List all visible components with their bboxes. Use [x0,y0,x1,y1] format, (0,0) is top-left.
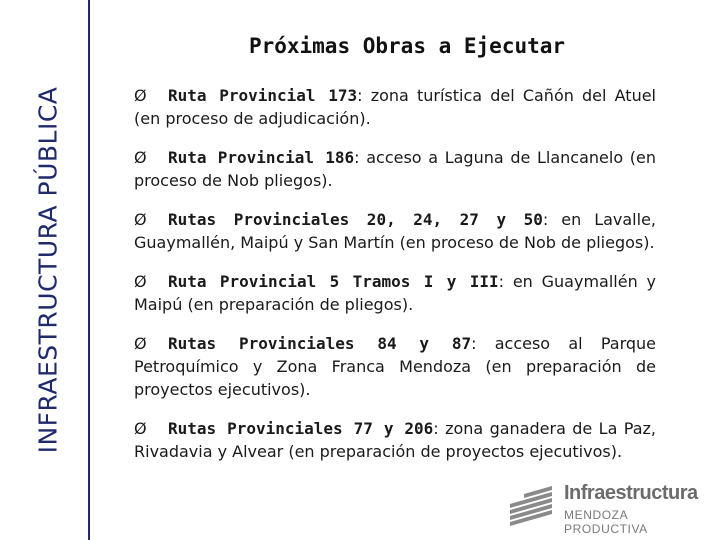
bullet-text: : acceso a Laguna de Llancanelo (en proceso de Nob pliegos). [134,148,656,190]
page-title: Próximas Obras a Ejecutar [248,34,566,58]
bullet-arrow-icon: Ø [134,148,147,167]
bullet-item [134,146,656,192]
bullet-arrow-icon: Ø [134,334,147,353]
bullet-heading: Ruta Provincial 186 [168,148,355,167]
bullet-item [134,208,656,254]
bullet-heading: Rutas Provinciales 20, 24, 27 y 50 [168,210,543,229]
logo-subtitle: MENDOZA PRODUCTIVA [564,508,648,536]
bullet-arrow-icon: Ø [134,272,147,291]
bullet-item [134,417,656,463]
logo-mark-icon [506,480,558,528]
bullet-item [134,332,656,401]
bullet-text: : en Lavalle, Guaymallén, Maipú y San Martín (en proceso de Nob de pliegos). [134,210,656,252]
bullet-item [134,84,656,130]
bullet-text: : acceso al Parque Petroquímico y Zona Franca Mendoza (en preparación de proyectos ejecutivos). [134,334,657,399]
sidebar-title: INFRAESTRUCTURA PÚBLICA [33,86,63,454]
bullet-arrow-icon: Ø [134,419,147,438]
bullet-text: : zona ganadera de La Paz, Rivadavia y Alvear (en preparación de proyectos ejecutivos). [134,419,656,461]
logo-name: Infraestructura [564,482,698,504]
sidebar [0,0,93,540]
bullet-heading: Ruta Provincial 5 Tramos I y III [168,272,499,291]
infraestructura-logo [506,478,700,536]
sidebar-divider [88,0,90,540]
bullet-arrow-icon: Ø [134,210,147,229]
bullet-text: : en Guaymallén y Maipú (en preparación de pliegos). [134,272,656,314]
bullet-arrow-icon: Ø [134,86,147,105]
bullet-list [134,84,656,479]
bullet-heading: Ruta Provincial 173 [168,86,358,105]
bullet-heading: Rutas Provinciales 84 y 87 [168,334,472,353]
bullet-item [134,270,656,316]
bullet-heading: Rutas Provinciales 77 y 206 [168,419,434,438]
bullet-text: : zona turística del Cañón del Atuel (en proceso de adjudicación). [134,86,656,128]
